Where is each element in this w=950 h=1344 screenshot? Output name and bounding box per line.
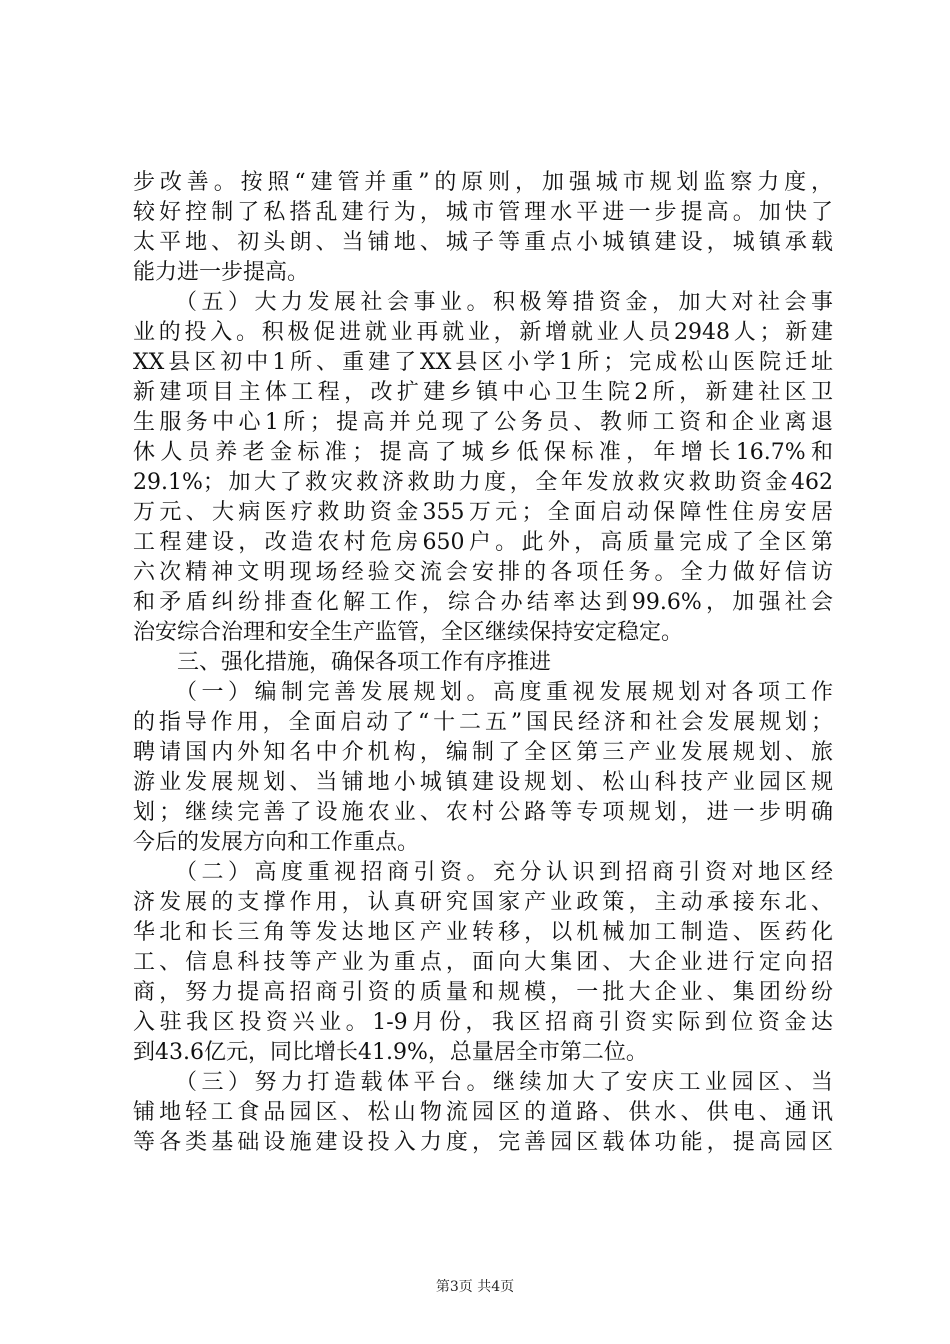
text-line: 三、强化措施，确保各项工作有序推进 <box>133 650 552 675</box>
text-line: 六次精神文明现场经验交流会安排的各项任务。全力做好信访 <box>133 560 833 585</box>
text-line: 济发展的支撑作用，认真研究国家产业政策，主动承接东北、 <box>133 890 833 915</box>
text-line: 工程建设，改造农村危房650户。此外，高质量完成了全区第 <box>133 530 833 555</box>
text-line: 生服务中心1所；提高并兑现了公务员、教师工资和企业离退 <box>133 410 833 435</box>
text-line: 休人员养老金标准；提高了城乡低保标准，年增长16.7%和 <box>133 440 833 465</box>
text-line: （五）大力发展社会事业。积极筹措资金，加大对社会事 <box>133 290 833 315</box>
text-line: 到43.6亿元，同比增长41.9%，总量居全市第二位。 <box>133 1040 648 1065</box>
text-line: XX县区初中1所、重建了XX县区小学1所；完成松山医院迁址 <box>133 350 833 375</box>
text-line: 商，努力提高招商引资的质量和规模，一批大企业、集团纷纷 <box>133 980 833 1005</box>
text-line: 聘请国内外知名中介机构，编制了全区第三产业发展规划、旅 <box>133 740 833 765</box>
text-line: 步改善。按照“建管并重”的原则，加强城市规划监察力度， <box>133 170 833 195</box>
text-line: （三）努力打造载体平台。继续加大了安庆工业园区、当 <box>133 1070 833 1095</box>
text-line: （二）高度重视招商引资。充分认识到招商引资对地区经 <box>133 860 833 885</box>
text-line: 入驻我区投资兴业。1-9月份，我区招商引资实际到位资金达 <box>133 1010 833 1035</box>
text-line: 新建项目主体工程，改扩建乡镇中心卫生院2所，新建社区卫 <box>133 380 833 405</box>
text-line: 铺地轻工食品园区、松山物流园区的道路、供水、供电、通讯 <box>133 1100 833 1125</box>
text-line: 29.1%；加大了救灾救济救助力度，全年发放救灾救助资金462 <box>133 470 833 495</box>
text-line: 等各类基础设施建设投入力度，完善园区载体功能，提高园区 <box>133 1130 833 1155</box>
text-line: 万元、大病医疗救助资金355万元；全面启动保障性住房安居 <box>133 500 833 525</box>
text-line: 太平地、初头朗、当铺地、城子等重点小城镇建设，城镇承载 <box>133 230 833 255</box>
text-line: 能力进一步提高。 <box>133 260 310 285</box>
text-line: 今后的发展方向和工作重点。 <box>133 830 420 855</box>
text-line: 工、信息科技等产业为重点，面向大集团、大企业进行定向招 <box>133 950 833 975</box>
body-text <box>133 168 833 1158</box>
text-line: 治安综合治理和安全生产监管，全区继续保持安定稳定。 <box>133 620 684 645</box>
text-line: 划；继续完善了设施农业、农村公路等专项规划，进一步明确 <box>133 800 833 825</box>
page-footer: 第3页 共4页 <box>435 1279 515 1295</box>
text-line: 的指导作用，全面启动了“十二五”国民经济和社会发展规划； <box>133 710 833 735</box>
text-line: 华北和长三角等发达地区产业转移，以机械加工制造、医药化 <box>133 920 833 945</box>
text-line: 游业发展规划、当铺地小城镇建设规划、松山科技产业园区规 <box>133 770 833 795</box>
text-line: 业的投入。积极促进就业再就业，新增就业人员2948人；新建 <box>133 320 833 345</box>
text-line: 较好控制了私搭乱建行为，城市管理水平进一步提高。加快了 <box>133 200 833 225</box>
text-line: 和矛盾纠纷排查化解工作，综合办结率达到99.6%，加强社会 <box>133 590 833 615</box>
text-line: （一）编制完善发展规划。高度重视发展规划对各项工作 <box>133 680 833 705</box>
